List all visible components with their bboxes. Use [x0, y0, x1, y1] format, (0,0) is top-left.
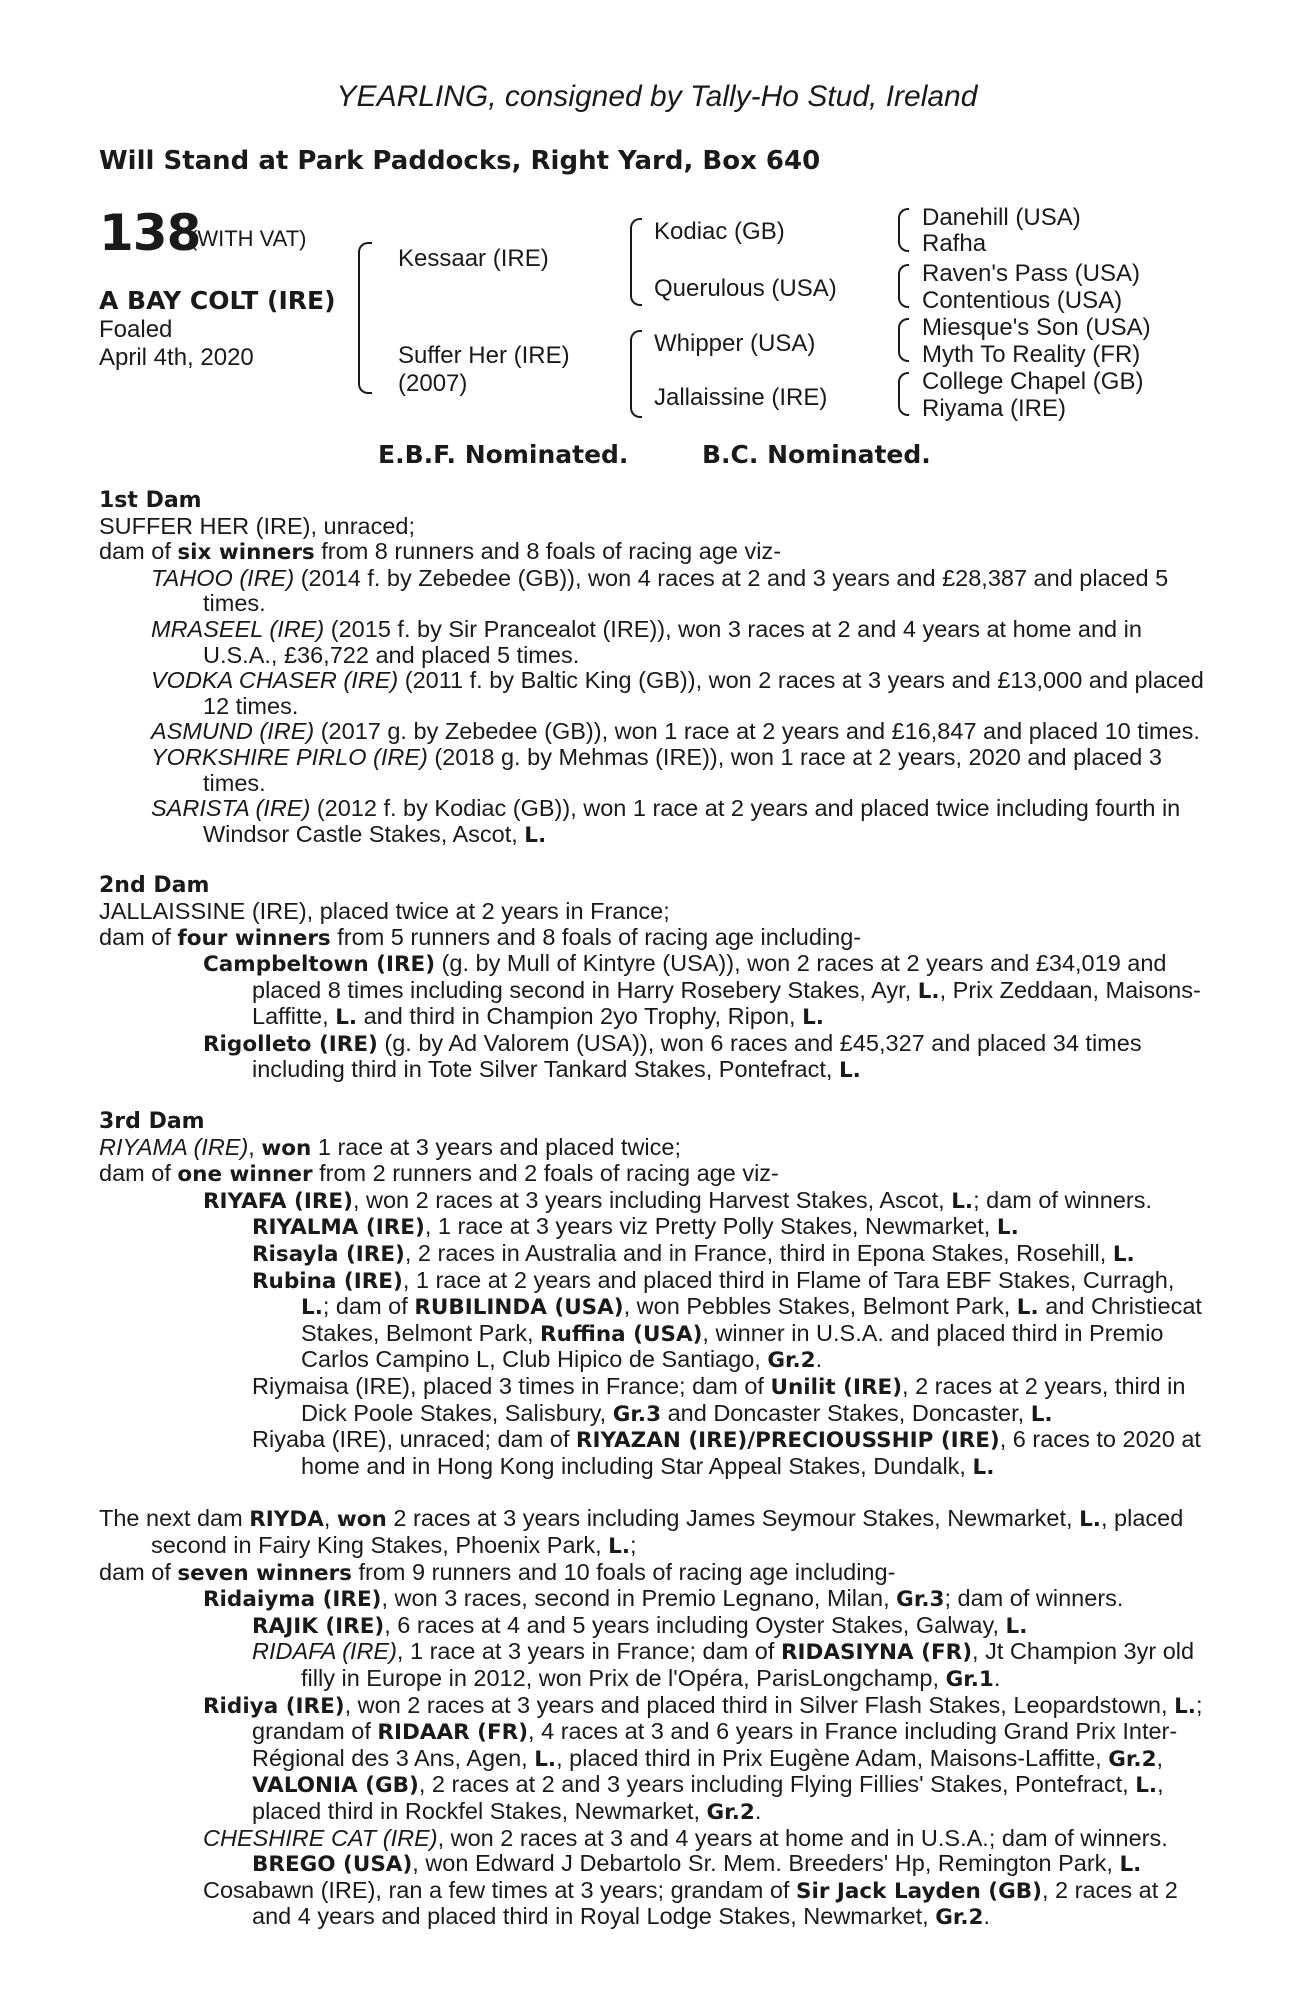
dam1-entry-4	[99, 719, 1204, 745]
spacer	[99, 848, 1204, 873]
text: ;	[630, 1531, 637, 1558]
dam1-entry-6	[99, 796, 1204, 848]
text: , 1 race at 3 years viz Pretty Polly Stakes, Newmarket,	[424, 1213, 997, 1240]
text: ,	[323, 1505, 337, 1532]
text: , 2 races at 2 and 3 years including Flying Fillies' Stakes, Pontefract,	[418, 1771, 1136, 1798]
horse-name: RIYAMA (IRE)	[99, 1133, 249, 1160]
dam3-entry-4	[99, 1268, 1204, 1374]
listed-mark: L.	[1030, 1401, 1053, 1427]
listed-mark: L.	[1174, 1693, 1196, 1719]
text: Riyaba (IRE), unraced; dam of	[252, 1426, 576, 1453]
horse-name: Rigolleto (IRE)	[203, 1031, 378, 1057]
nextdam-section	[99, 1506, 1204, 1931]
group-mark: Gr.2	[935, 1905, 984, 1931]
text: 1 race at 3 years and placed twice;	[311, 1133, 681, 1160]
nextdam-entry-2	[99, 1613, 1204, 1640]
horse-name: TAHOO (IRE)	[151, 564, 295, 591]
text: Riymaisa (IRE), placed 3 times in France; dam of	[252, 1373, 771, 1399]
dam3-entry-6	[99, 1427, 1204, 1480]
page-title: YEARLING, consigned by Tally-Ho Stud, Ireland	[336, 80, 978, 113]
nextdam-entry-3	[99, 1639, 1204, 1692]
text: ,	[1156, 1744, 1164, 1771]
pedigree-sire-sire: Kodiac (GB)	[654, 218, 785, 245]
winners-count: seven winners	[177, 1560, 352, 1586]
brace-g3	[898, 318, 909, 362]
dam3-entry-1	[99, 1188, 1204, 1215]
text: .	[983, 1903, 991, 1930]
pedigree-g5: Miesque's Son (USA)	[922, 314, 1151, 341]
listed-mark: L.	[534, 1746, 557, 1772]
vat-label: (WITH VAT)	[190, 226, 307, 251]
horse-name: RIYALMA (IRE)	[252, 1215, 425, 1241]
text: , 1 race at 3 years in France; dam of	[396, 1638, 781, 1665]
won-label: won	[336, 1507, 387, 1533]
dam2-entry-2	[99, 1031, 1204, 1084]
text: from 9 runners and 10 foals of racing age including-	[351, 1558, 896, 1585]
text: ; dam of winners.	[944, 1585, 1124, 1612]
dam3-entry-2	[99, 1214, 1204, 1241]
text: (2017 g. by Zebedee (GB)), won 1 race at 2 years and £16,847 and placed 10 times.	[314, 718, 1200, 745]
winners-count: one winner	[177, 1162, 313, 1188]
horse-name: RIDAFA (IRE)	[252, 1638, 397, 1665]
dam2-title: 2nd Dam	[99, 873, 210, 899]
listed-mark: L.	[335, 1005, 358, 1031]
text: , 6 races to 2020 at home and in Hong Kong including Star Appeal Stakes, Dundalk,	[301, 1426, 1201, 1479]
horse-name: RIYDA	[249, 1507, 324, 1533]
spacer	[99, 1480, 1204, 1506]
horse-name: Risayla (IRE)	[252, 1242, 405, 1268]
lot-number: 138	[99, 204, 201, 262]
text: , placed third in Rockfel Stakes, Newmarket,	[252, 1771, 1164, 1824]
text: and Doncaster Stakes, Doncaster,	[661, 1399, 1031, 1426]
nextdam-entry-5	[99, 1826, 1204, 1852]
text: from 5 runners and 8 foals of racing age including-	[330, 923, 862, 950]
brace-g1	[898, 208, 909, 252]
text: ; dam of	[322, 1293, 415, 1320]
listed-mark: L.	[1112, 1242, 1135, 1268]
listed-mark: L.	[951, 1188, 974, 1214]
group-mark: Gr.2	[706, 1799, 755, 1825]
listed-mark: L.	[524, 822, 547, 848]
group-mark: Gr.2	[767, 1348, 816, 1374]
horse-name: YORKSHIRE PIRLO (IRE)	[151, 743, 428, 770]
dam3-line2	[99, 1161, 1204, 1188]
group-mark: Gr.1	[945, 1666, 994, 1692]
listed-mark: L.	[972, 1454, 995, 1480]
horse-name: MRASEEL (IRE)	[151, 615, 325, 642]
listed-mark: L.	[917, 978, 940, 1004]
listed-mark: L.	[996, 1215, 1019, 1241]
text: , 1 race at 2 years and placed third in Flame of Tara EBF Stakes, Curragh,	[402, 1266, 1175, 1293]
dam1-title: 1st Dam	[99, 488, 202, 513]
text: from 8 runners and 8 foals of racing age viz-	[314, 538, 782, 565]
horse-name: Unilit (IRE)	[770, 1375, 903, 1400]
stand-location: Will Stand at Park Paddocks, Right Yard, Box 640	[99, 146, 821, 176]
text: dam of	[99, 538, 178, 565]
horse-name: BREGO (USA)	[252, 1852, 413, 1878]
listed-mark: L.	[1079, 1507, 1101, 1533]
text: dam of	[99, 1160, 178, 1187]
text: (2018 g. by Mehmas (IRE)), won 1 race at 2 years, 2020 and placed 3 times.	[203, 743, 1162, 796]
winners-count: six winners	[177, 540, 315, 566]
dam2-line1: JALLAISSINE (IRE), placed twice at 2 years in France;	[99, 897, 670, 924]
nextdam-entry-1	[99, 1586, 1204, 1613]
won-label: won	[261, 1135, 312, 1161]
listed-mark: L.	[1135, 1773, 1158, 1799]
nextdam-entry-4	[99, 1693, 1204, 1826]
text: 2 races at 3 years including James Seymour Stakes, Newmarket,	[386, 1505, 1080, 1532]
dam1-section	[99, 488, 1204, 848]
listed-mark: L.	[1016, 1295, 1039, 1321]
pedigree-sire: Kessaar (IRE)	[398, 245, 549, 272]
bc-nominated: B.C. Nominated.	[702, 440, 931, 469]
horse-name: RUBILINDA (USA)	[414, 1295, 624, 1321]
text: , won 2 races at 3 years and placed third in Silver Flash Stakes, Leopardstown,	[344, 1691, 1175, 1718]
pedigree-sire-dam: Querulous (USA)	[654, 275, 837, 302]
brace-dam	[630, 330, 642, 418]
horse-name: CHESHIRE CAT (IRE)	[203, 1824, 438, 1851]
text: , won 2 races at 3 and 4 years at home and in U.S.A.; dam of winners.	[437, 1824, 1168, 1851]
horse-name: VALONIA (GB)	[252, 1773, 419, 1799]
horse-name: A BAY COLT (IRE)	[99, 286, 336, 315]
horse-name: ASMUND (IRE)	[151, 718, 315, 745]
pedigree-dam-dam: Jallaissine (IRE)	[654, 384, 828, 411]
ebf-nominated: E.B.F. Nominated.	[378, 440, 629, 469]
catalogue-body	[99, 488, 1204, 1931]
nextdam-entry-7	[99, 1878, 1204, 1931]
group-mark: Gr.2	[1108, 1746, 1157, 1772]
text: dam of	[99, 1558, 178, 1585]
pedigree-g7: College Chapel (GB)	[922, 368, 1144, 395]
text: (2015 f. by Sir Prancealot (IRE)), won 3 races at 2 and 4 years at home and in U.S.A., £36,722 and placed 5 times.	[203, 615, 1142, 668]
pedigree-g2: Rafha	[922, 230, 987, 257]
text: , 6 races at 4 and 5 years including Oyster Stakes, Galway,	[384, 1611, 1006, 1638]
dam3-entry-3	[99, 1241, 1204, 1268]
text: , 2 races at 2 years, third in Dick Poole Stakes, Salisbury,	[301, 1373, 1186, 1426]
horse-name: Ridaiyma (IRE)	[203, 1587, 382, 1613]
brace-g4	[898, 372, 909, 416]
horse-name: RIYAZAN (IRE)/PRECIOUSSHIP (IRE)	[575, 1428, 1000, 1454]
group-mark: Gr.3	[896, 1587, 945, 1613]
dam1-entry-2	[99, 617, 1204, 668]
pedigree-g8: Riyama (IRE)	[922, 395, 1067, 422]
text: .	[993, 1664, 1001, 1691]
pedigree-g6: Myth To Reality (FR)	[922, 341, 1141, 368]
foaled-label: Foaled	[99, 316, 173, 343]
horse-name: SARISTA (IRE)	[151, 795, 311, 822]
text: , won 3 races, second in Premio Legnano, Milan,	[381, 1585, 897, 1612]
text: .	[754, 1797, 762, 1824]
nextdam-entry-6	[99, 1851, 1204, 1878]
horse-name: RAJIK (IRE)	[252, 1613, 385, 1639]
brace-main	[358, 242, 372, 394]
text: , won Pebbles Stakes, Belmont Park,	[623, 1293, 1017, 1320]
horse-name: Campbeltown (IRE)	[203, 952, 436, 978]
listed-mark: L.	[1005, 1613, 1028, 1639]
horse-name: Rubina (IRE)	[252, 1268, 403, 1294]
text: , winner in U.S.A. and placed third in Premio Carlos Campino L, Club Hipico de Santiago,	[301, 1319, 1164, 1373]
dam1-line2	[99, 539, 1204, 566]
dam2-line2	[99, 925, 1204, 952]
text: Cosabawn (IRE), ran a few times at 3 years; grandam of	[203, 1876, 796, 1903]
dam3-entry-5	[99, 1374, 1204, 1427]
dam1-entry-1	[99, 566, 1204, 617]
listed-mark: L.	[802, 1005, 824, 1031]
text: , won Edward J Debartolo Sr. Mem. Breeders' Hp, Remington Park,	[412, 1850, 1120, 1877]
text: ,	[248, 1133, 262, 1160]
dam2-entry-1	[99, 951, 1204, 1031]
horse-name: RIDASIYNA (FR)	[780, 1640, 973, 1666]
brace-g2	[898, 264, 909, 308]
text: from 2 runners and 2 foals of racing age viz-	[312, 1160, 779, 1187]
pedigree-g1: Danehill (USA)	[922, 204, 1081, 231]
dam3-line1	[99, 1135, 1204, 1162]
nextdam-line1	[99, 1506, 1204, 1559]
text: , placed second in Fairy King Stakes, Phoenix Park,	[151, 1505, 1184, 1558]
foaled-date: April 4th, 2020	[99, 344, 254, 371]
spacer	[99, 1084, 1204, 1109]
pedigree-g3: Raven's Pass (USA)	[922, 260, 1140, 287]
text: .	[815, 1346, 823, 1373]
text: and third in Champion 2yo Trophy, Ripon,	[357, 1003, 803, 1030]
pedigree-dam: Suffer Her (IRE)	[398, 342, 570, 369]
dam1-entry-5	[99, 745, 1204, 796]
text: ; dam of winners.	[973, 1186, 1152, 1213]
pedigree-dam-sire: Whipper (USA)	[654, 330, 816, 357]
text: , Jt Champion 3yr old filly in Europe in 2012, won Prix de l'Opéra, ParisLongchamp,	[301, 1638, 1195, 1691]
horse-name: Ruffina (USA)	[540, 1321, 703, 1347]
text: (2012 f. by Kodiac (GB)), won 1 race at 2 years and placed twice including fourth in Windsor Castle Stakes, Ascot,	[203, 795, 1181, 847]
horse-name: Ridiya (IRE)	[203, 1693, 345, 1719]
horse-name: VODKA CHASER (IRE)	[151, 667, 399, 694]
text: dam of	[99, 923, 178, 950]
pedigree-g4: Contentious (USA)	[922, 287, 1123, 314]
dam1-entry-3	[99, 668, 1204, 719]
group-mark: Gr.3	[612, 1401, 662, 1427]
horse-name: RIYAFA (IRE)	[203, 1188, 353, 1214]
dam1-line1: SUFFER HER (IRE), unraced;	[99, 512, 416, 539]
foaled-info	[99, 316, 254, 372]
listed-mark: L.	[838, 1058, 861, 1084]
text: , 4 races at 3 and 6 years in France including Grand Prix Inter-Régional des 3 Ans, Agen,	[252, 1718, 1178, 1771]
dam3-title: 3rd Dam	[99, 1109, 205, 1135]
text: , 2 races at 2 and 4 years and placed third in Royal Lodge Stakes, Newmarket,	[252, 1876, 1178, 1930]
horse-name: Sir Jack Layden (GB)	[795, 1878, 1042, 1904]
text: , placed third in Prix Eugène Adam, Maisons-Laffitte,	[556, 1744, 1109, 1771]
nextdam-line2	[99, 1560, 1204, 1587]
listed-mark: L.	[301, 1295, 323, 1321]
pedigree-dam-year: (2007)	[398, 370, 468, 397]
text: , 2 races in Australia and in France, third in Epona Stakes, Rosehill,	[404, 1240, 1113, 1267]
winners-count: four winners	[177, 925, 331, 951]
listed-mark: L.	[608, 1533, 631, 1559]
dam3-section	[99, 1109, 1204, 1480]
text: (2014 f. by Zebedee (GB)), won 4 races at 2 and 3 years and £28,387 and placed 5 times.	[203, 564, 1169, 617]
text: , won 2 races at 3 years including Harvest Stakes, Ascot,	[352, 1186, 952, 1213]
text: (g. by Ad Valorem (USA)), won 6 races and £45,327 and placed 34 times including third in Tote Silver Tankard Stakes, Pontefract,	[252, 1029, 1142, 1083]
horse-name: RIDAAR (FR)	[377, 1720, 529, 1746]
text: , Prix Zeddaan, Maisons-Laffitte,	[252, 976, 1201, 1030]
text: The next dam	[99, 1505, 250, 1532]
text: ; grandam of	[252, 1691, 1203, 1745]
text: and Christiecat Stakes, Belmont Park,	[301, 1293, 1202, 1346]
listed-mark: L.	[1119, 1852, 1142, 1878]
text: (g. by Mull of Kintyre (USA)), won 2 races at 2 years and £34,019 and placed 8 times including second in Harry Rosebery Stakes, Ayr,	[252, 950, 1167, 1003]
brace-sire	[630, 218, 642, 306]
text: (2011 f. by Baltic King (GB)), won 2 races at 3 years and £13,000 and placed 12 times.	[203, 667, 1204, 719]
dam2-section	[99, 873, 1204, 1084]
